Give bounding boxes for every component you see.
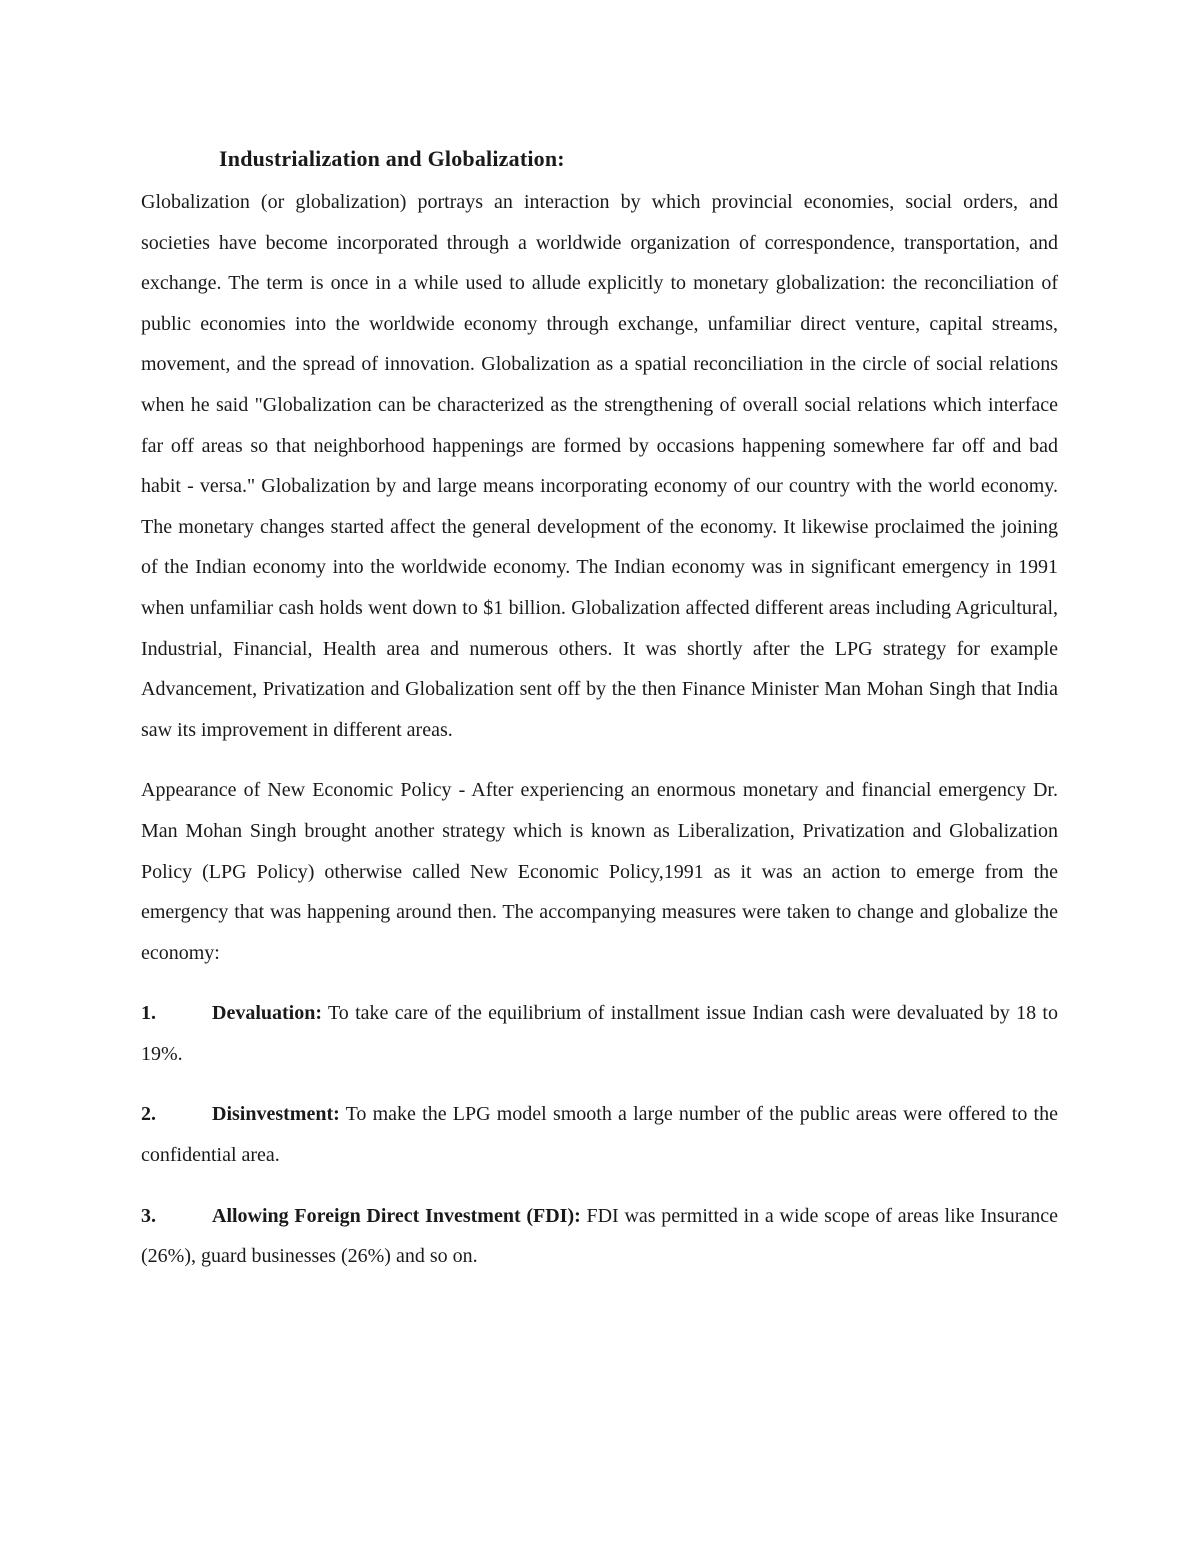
list-term: Allowing Foreign Direct Investment (FDI): (212, 1204, 581, 1227)
list-item (141, 993, 1058, 1074)
list-term: Devaluation: (212, 1002, 322, 1025)
list-text: To make the LPG model smooth a large number of the public areas were offered to the confidential area. (141, 1103, 1058, 1167)
list-number: 3. (141, 1204, 156, 1227)
document-page (141, 140, 1058, 1277)
paragraph-globalization: Globalization (or globalization) portrays an interaction by which provincial economies, social orders, and societies have become incorporated through a worldwide organization of correspondence, transportation, and exchange. The term is once in a while used to allude explicitly to monetary globalization: the reconciliation of public economies into the worldwide economy through exchange, unfamiliar direct venture, capital streams, movement, and the spread of innovation. Globalization as a spatial reconciliation in the circle of social relations when he said "Globalization can be characterized as the strengthening of overall social relations which interface far off areas so that neighborhood happenings are formed by occasions happening somewhere far off and bad habit - versa." Globalization by and large means incorporating economy of our country with the world economy. The monetary changes started affect the general development of the economy. It likewise proclaimed the joining of the Indian economy into the worldwide economy. The Indian economy was in significant emergency in 1991 when unfamiliar cash holds went down to $1 billion. Globalization affected different areas including Agricultural, Industrial, Financial, Health area and numerous others. It was shortly after the LPG strategy for example Advancement, Privatization and Globalization sent off by the then Finance Minister Man Mohan Singh that India saw its improvement in different areas. (141, 191, 1058, 741)
list-number: 1. (141, 1002, 156, 1025)
list-text: To take care of the equilibrium of installment issue Indian cash were devaluated by 18 to 19%. (141, 1002, 1058, 1065)
list-text: FDI was permitted in a wide scope of areas like Insurance (26%), guard businesses (26%) and so on. (141, 1204, 1058, 1268)
list-number: 2. (141, 1103, 156, 1126)
list-item (141, 1196, 1058, 1277)
paragraph-new-economic-policy: Appearance of New Economic Policy - After experiencing an enormous monetary and financial emergency Dr. Man Mohan Singh brought another strategy which is known as Liberalization, Privatization and Globalization Policy (LPG Policy) otherwise called New Economic Policy,1991 as it was an action to emerge from the emergency that was happening around then. The accompanying measures were taken to change and globalize the economy: (141, 779, 1058, 964)
list-term: Disinvestment: (212, 1103, 340, 1126)
list-item (141, 1094, 1058, 1175)
document-title: Industrialization and Globalization: (219, 146, 565, 171)
